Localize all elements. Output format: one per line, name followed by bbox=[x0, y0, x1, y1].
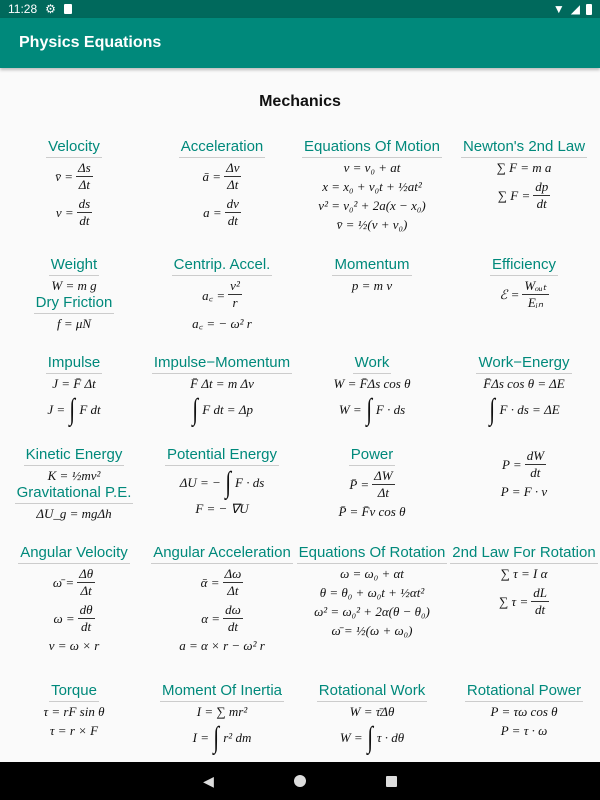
integrand: F dt = Δp bbox=[202, 402, 253, 417]
equation bbox=[322, 179, 422, 195]
denominator: dt bbox=[227, 619, 238, 634]
denominator: Δt bbox=[377, 485, 389, 500]
equation-cell bbox=[296, 544, 448, 682]
equation-title[interactable]: Moment Of Inertia bbox=[160, 682, 284, 702]
equation-cell bbox=[448, 682, 600, 762]
equation-cell bbox=[148, 256, 296, 354]
equation-title[interactable]: Torque bbox=[49, 682, 99, 702]
equation bbox=[48, 468, 101, 484]
equation-text: v² = v₀² + 2a(x − x₀) bbox=[318, 198, 426, 213]
equation-title[interactable]: Gravitational P.E. bbox=[15, 484, 134, 504]
fraction bbox=[225, 196, 241, 229]
equation-list bbox=[193, 704, 252, 753]
numerator: dθ bbox=[79, 602, 93, 617]
denominator: Δt bbox=[80, 583, 92, 598]
equation-cell bbox=[0, 138, 148, 256]
equation bbox=[352, 278, 392, 294]
numerator: ds bbox=[78, 196, 91, 211]
integrand: F dt bbox=[79, 402, 101, 417]
numerator: dW bbox=[526, 448, 545, 463]
equation-list bbox=[499, 566, 549, 618]
equation bbox=[50, 723, 98, 739]
integral-sign: ∫ bbox=[225, 466, 231, 499]
equation bbox=[499, 585, 549, 618]
equation-lhs: J = bbox=[47, 402, 66, 417]
equation-title[interactable]: Equations Of Motion bbox=[302, 138, 442, 158]
app-bar bbox=[0, 18, 600, 68]
equation-text: J = F̄ Δt bbox=[52, 376, 96, 391]
equation-text: P = τω cos θ bbox=[490, 704, 558, 719]
denominator: Δt bbox=[227, 583, 239, 598]
integrand: r² dm bbox=[223, 730, 252, 745]
wifi-icon: ▼ bbox=[552, 2, 565, 16]
equation bbox=[339, 504, 406, 520]
equation bbox=[55, 160, 93, 193]
equation bbox=[339, 395, 405, 425]
battery-icon bbox=[586, 4, 592, 15]
integrand: τ · dθ bbox=[376, 730, 405, 745]
equation bbox=[340, 723, 404, 753]
equation-list bbox=[49, 566, 100, 654]
equation-cell bbox=[296, 138, 448, 256]
equation-text: ΔU_g = mgΔh bbox=[36, 506, 112, 521]
equation-cell bbox=[0, 682, 148, 762]
equation-title[interactable]: Rotational Work bbox=[317, 682, 427, 702]
equation bbox=[36, 506, 111, 522]
equation-title[interactable]: Impulse−Momentum bbox=[152, 354, 292, 374]
equation-text: F = − ∇U bbox=[195, 501, 249, 516]
equation-lhs: ω = bbox=[53, 610, 75, 626]
fraction bbox=[533, 179, 550, 212]
equation-text: P = τ · ω bbox=[500, 723, 548, 738]
fraction bbox=[77, 196, 93, 229]
numerator: dv bbox=[226, 196, 239, 211]
equations-scroll-area[interactable] bbox=[0, 68, 600, 762]
equation bbox=[192, 314, 252, 332]
numerator: ΔW bbox=[374, 468, 393, 483]
numerator: Δω bbox=[224, 566, 242, 581]
equation-text: x = x₀ + v₀t + ½at² bbox=[322, 179, 422, 194]
denominator: r bbox=[232, 295, 238, 310]
equation bbox=[180, 468, 265, 498]
equation-lhs: ∑ F = bbox=[497, 187, 531, 203]
equation-text: ω² = ω₀² + 2α(θ − θ₀) bbox=[314, 604, 430, 619]
equation-lhs: ∑ τ = bbox=[499, 593, 529, 609]
equation-title[interactable]: Dry Friction bbox=[34, 294, 115, 314]
equation bbox=[501, 723, 548, 739]
equation-cell bbox=[148, 354, 296, 446]
denominator: Δt bbox=[78, 177, 91, 192]
integral-sign: ∫ bbox=[213, 721, 220, 754]
equation-text: τ = r × F bbox=[49, 723, 99, 738]
denominator: dt bbox=[81, 619, 92, 634]
equation-list bbox=[318, 160, 425, 233]
equation-text: a꜀ = − ω² r bbox=[192, 316, 252, 331]
equation bbox=[51, 278, 96, 294]
equation-list bbox=[339, 468, 406, 520]
equation-list bbox=[51, 278, 96, 294]
equation bbox=[57, 316, 91, 332]
equation-cell bbox=[148, 138, 296, 256]
section-title: Mechanics bbox=[259, 93, 341, 110]
equation bbox=[56, 196, 92, 229]
fraction bbox=[223, 602, 243, 635]
numerator: v² bbox=[230, 278, 240, 293]
equation bbox=[191, 395, 253, 425]
equation-text: θ = θ₀ + ω₀t + ½αt² bbox=[319, 585, 425, 600]
status-time: 11:28 bbox=[8, 2, 38, 16]
equation-lhs: I = bbox=[192, 730, 210, 745]
integrand: F · ds = ΔE bbox=[499, 402, 560, 417]
fraction bbox=[78, 602, 95, 635]
equation-list bbox=[48, 468, 101, 484]
equation bbox=[320, 585, 425, 601]
equation-list bbox=[180, 468, 265, 517]
equation-text: F̄Δs cos θ = ΔE bbox=[483, 376, 565, 391]
equation-lhs: ΔU = − bbox=[179, 475, 221, 490]
equation bbox=[52, 376, 95, 392]
sd-card-icon bbox=[64, 4, 72, 14]
integral-sign: ∫ bbox=[365, 393, 372, 426]
fraction bbox=[224, 160, 241, 193]
integrand: F · ds bbox=[235, 475, 265, 490]
equation-lhs: v̄ = bbox=[55, 168, 74, 184]
equation-list bbox=[190, 376, 254, 425]
equation-list bbox=[57, 316, 91, 332]
equation-text: ∑ τ = I α bbox=[500, 566, 548, 581]
equation-cell bbox=[0, 256, 148, 354]
equation bbox=[337, 217, 408, 233]
equation-list bbox=[334, 376, 411, 425]
equation-title[interactable]: Efficiency bbox=[490, 256, 558, 276]
equation-text: ω = ω₀ + αt bbox=[340, 566, 404, 581]
equation-title[interactable]: 2nd Law For Rotation bbox=[450, 544, 597, 564]
equation-lhs: W = bbox=[338, 402, 362, 417]
equation-text: ∑ F = m a bbox=[496, 160, 552, 175]
fraction bbox=[223, 566, 244, 599]
equation bbox=[331, 623, 412, 639]
fraction bbox=[228, 278, 242, 311]
fraction bbox=[522, 278, 548, 311]
equation bbox=[497, 160, 552, 176]
equation-title[interactable]: Angular Acceleration bbox=[151, 544, 293, 564]
equation-cell bbox=[448, 544, 600, 682]
equation-list bbox=[55, 160, 93, 229]
navigation-bar bbox=[0, 762, 600, 800]
equation-cell bbox=[448, 354, 600, 446]
equation bbox=[488, 395, 559, 425]
equation-title[interactable]: Velocity bbox=[46, 138, 102, 158]
equation bbox=[334, 376, 411, 392]
equation-list bbox=[192, 278, 252, 332]
equation bbox=[202, 278, 242, 311]
fraction bbox=[531, 585, 549, 618]
equation-lhs: ω̄ = bbox=[52, 574, 75, 590]
denominator: dt bbox=[536, 196, 547, 211]
equation bbox=[201, 566, 244, 599]
equation bbox=[195, 501, 248, 517]
integral-sign: ∫ bbox=[69, 393, 76, 426]
equation bbox=[318, 198, 425, 214]
equation-list bbox=[203, 160, 242, 229]
equation bbox=[201, 602, 243, 635]
status-bar bbox=[0, 0, 600, 18]
integrand: F · ds bbox=[375, 402, 406, 417]
equation-title[interactable]: Centrip. Accel. bbox=[172, 256, 273, 276]
equation-cell bbox=[448, 446, 600, 544]
equation bbox=[314, 604, 430, 620]
denominator: dt bbox=[530, 465, 541, 480]
numerator: dL bbox=[533, 585, 547, 600]
equation-grid bbox=[0, 138, 600, 762]
equation-title[interactable]: Work−Energy bbox=[476, 354, 571, 374]
equation-cell bbox=[296, 682, 448, 762]
equation bbox=[499, 278, 548, 311]
equation-lhs: ℰ = bbox=[499, 286, 520, 302]
equation bbox=[502, 448, 546, 481]
equation bbox=[498, 179, 550, 212]
equation-title[interactable]: Equations Of Rotation bbox=[297, 544, 448, 564]
equation-cell bbox=[0, 446, 148, 544]
denominator: dt bbox=[227, 213, 238, 228]
equation-title[interactable]: Rotational Power bbox=[465, 682, 583, 702]
equation bbox=[190, 376, 254, 392]
equation-lhs: W = bbox=[339, 730, 363, 745]
denominator: dt bbox=[79, 213, 90, 228]
equation-text: F̄ Δt = m Δv bbox=[190, 376, 254, 391]
equation-text: W = τ̄Δθ bbox=[349, 704, 395, 719]
equation-cell bbox=[448, 256, 600, 354]
equation-text: τ = rF sin θ bbox=[43, 704, 105, 719]
equation bbox=[53, 566, 95, 599]
denominator: Δt bbox=[227, 177, 239, 192]
numerator: Wₒᵤₜ bbox=[524, 278, 547, 293]
equation-text: ω̄ = ½(ω + ω₀) bbox=[331, 623, 413, 638]
home-button[interactable] bbox=[294, 775, 306, 787]
equation-list bbox=[314, 566, 430, 639]
equation-list bbox=[44, 704, 105, 739]
gear-icon: ⚙ bbox=[45, 2, 56, 16]
equation bbox=[350, 704, 395, 720]
equation bbox=[501, 484, 547, 500]
denominator: Eᵢₙ bbox=[527, 295, 544, 310]
equation-title[interactable]: Potential Energy bbox=[165, 446, 279, 466]
equation bbox=[203, 196, 241, 229]
equation-text: v = v₀ + at bbox=[343, 160, 401, 175]
equation bbox=[344, 160, 401, 176]
equation-list bbox=[501, 448, 547, 500]
equation-text: a = α × r − ω² r bbox=[179, 638, 265, 653]
equation-title[interactable]: Weight bbox=[49, 256, 99, 276]
equation-cell bbox=[0, 544, 148, 682]
fraction bbox=[372, 468, 394, 501]
equation bbox=[197, 704, 247, 720]
equation-text: W = m g bbox=[51, 278, 97, 293]
integral-sign: ∫ bbox=[366, 721, 373, 754]
equation bbox=[179, 638, 265, 654]
equation-text: p = m v bbox=[351, 278, 393, 293]
numerator: Δθ bbox=[79, 566, 94, 581]
equation-lhs: P̄ = bbox=[349, 476, 370, 492]
equation-lhs: a = bbox=[203, 204, 222, 220]
equation-title[interactable]: Acceleration bbox=[179, 138, 266, 158]
equation-cell bbox=[0, 354, 148, 446]
integral-sign: ∫ bbox=[192, 393, 199, 426]
back-button[interactable]: ◀ bbox=[203, 772, 214, 789]
equation bbox=[349, 468, 394, 501]
equation-cell bbox=[448, 138, 600, 256]
fraction bbox=[525, 448, 546, 481]
equation-cell bbox=[296, 256, 448, 354]
denominator: dt bbox=[535, 602, 546, 617]
equation-cell bbox=[296, 354, 448, 446]
equation bbox=[47, 395, 100, 425]
numerator: Δs bbox=[78, 160, 91, 175]
equation-title[interactable]: Kinetic Energy bbox=[24, 446, 125, 466]
equation-text: v̄ = ½(v + v₀) bbox=[336, 217, 408, 232]
equation-lhs: v = bbox=[55, 204, 74, 220]
equation bbox=[49, 638, 100, 654]
equation-list bbox=[490, 704, 557, 739]
equation bbox=[44, 704, 105, 720]
equation bbox=[340, 566, 404, 582]
fraction bbox=[76, 160, 93, 193]
equation-lhs: α = bbox=[201, 610, 221, 626]
equation-text: I = ∑ mr² bbox=[196, 704, 248, 719]
equation-list bbox=[36, 506, 111, 522]
equation bbox=[53, 602, 94, 635]
equation-list bbox=[352, 278, 392, 294]
app-title: Physics Equations bbox=[19, 34, 162, 51]
equation-list bbox=[47, 376, 100, 425]
recents-button[interactable] bbox=[386, 776, 397, 787]
equation-list bbox=[497, 160, 552, 212]
equation-text: v = ω × r bbox=[48, 638, 100, 653]
equation bbox=[490, 704, 557, 720]
equation-cell bbox=[148, 446, 296, 544]
equation-list bbox=[179, 566, 265, 654]
equation-title[interactable]: Impulse bbox=[46, 354, 103, 374]
equation-title[interactable]: Newton's 2nd Law bbox=[461, 138, 587, 158]
equation-title[interactable]: Power bbox=[349, 446, 396, 466]
equation-text: P̄ = F̄v cos θ bbox=[338, 504, 406, 519]
equation-text: W = F̄Δs cos θ bbox=[333, 376, 411, 391]
equation-list bbox=[499, 278, 548, 311]
equation-title[interactable]: Work bbox=[353, 354, 392, 374]
equation-lhs: ā = bbox=[202, 168, 222, 184]
numerator: dp bbox=[535, 179, 549, 194]
equation-cell bbox=[296, 446, 448, 544]
equation-text: K = ½mv² bbox=[47, 468, 101, 483]
equation-cell bbox=[148, 682, 296, 762]
equation bbox=[483, 376, 564, 392]
equation-lhs: ᾱ = bbox=[200, 574, 220, 590]
numerator: Δv bbox=[226, 160, 240, 175]
equation bbox=[193, 723, 252, 753]
equation-text: f = μN bbox=[56, 316, 92, 331]
numerator: dω bbox=[225, 602, 241, 617]
equation-title[interactable]: Angular Velocity bbox=[18, 544, 130, 564]
equation bbox=[203, 160, 242, 193]
equation-list bbox=[483, 376, 564, 425]
equation bbox=[501, 566, 548, 582]
equation-title[interactable]: Momentum bbox=[332, 256, 411, 276]
equation-lhs: a꜀ = bbox=[202, 287, 226, 303]
signal-icon: ◢ bbox=[570, 2, 580, 16]
equation-cell bbox=[148, 544, 296, 682]
equation-list bbox=[340, 704, 404, 753]
equation-lhs: P = bbox=[501, 456, 522, 472]
integral-sign: ∫ bbox=[489, 393, 496, 426]
equation-text: P = F · v bbox=[500, 484, 548, 499]
fraction bbox=[77, 566, 95, 599]
